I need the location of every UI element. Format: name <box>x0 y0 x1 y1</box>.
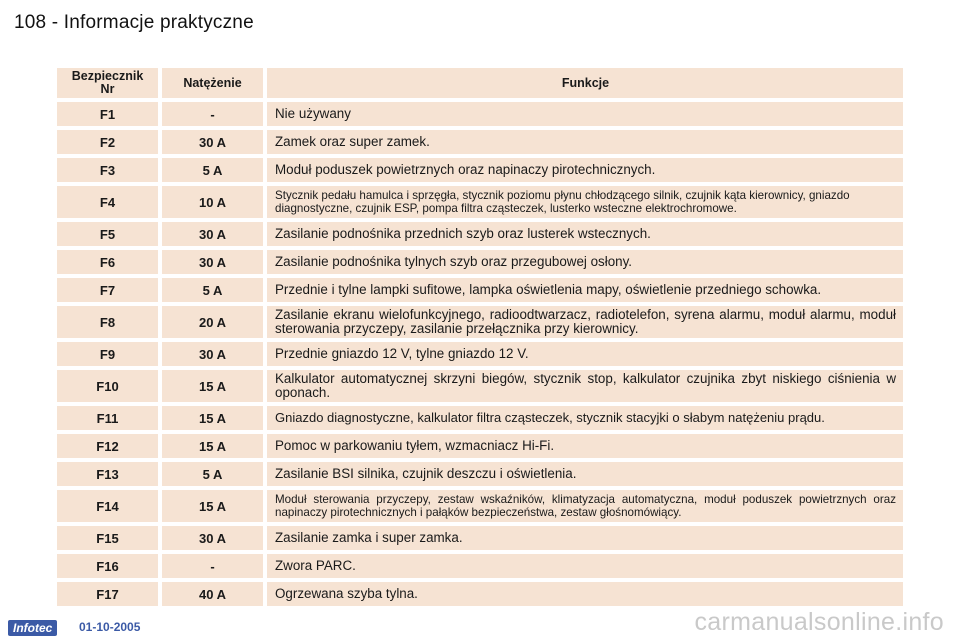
header-function: Funkcje <box>267 68 903 98</box>
fuse-number: F10 <box>57 370 158 402</box>
fuse-function: Moduł poduszek powietrznych oraz napinaczy pirotechnicznych. <box>267 158 903 182</box>
fuse-amperage: 40 A <box>162 582 263 606</box>
fuse-number: F17 <box>57 582 158 606</box>
table-row <box>57 582 903 606</box>
fuse-function: Zasilanie ekranu wielofunkcyjnego, radioodtwarzacz, radiotelefon, syrena alarmu, moduł alarmu, moduł sterowania przyczepy, zasilanie przełącznika przy kierownicy. <box>267 306 903 338</box>
table-row <box>57 102 903 126</box>
fuse-function: Kalkulator automatycznej skrzyni biegów, stycznik stop, kalkulator czujnika zbyt niskiego ciśnienia w oponach. <box>267 370 903 402</box>
table-row <box>57 222 903 246</box>
fuse-amperage: 5 A <box>162 278 263 302</box>
fuse-number: F2 <box>57 130 158 154</box>
fuse-amperage: 30 A <box>162 222 263 246</box>
fuse-function: Zwora PARC. <box>267 554 903 578</box>
fuse-table <box>57 68 903 610</box>
table-row <box>57 306 903 338</box>
fuse-number: F15 <box>57 526 158 550</box>
table-row <box>57 278 903 302</box>
fuse-number: F8 <box>57 306 158 338</box>
table-row <box>57 186 903 218</box>
fuse-number: F1 <box>57 102 158 126</box>
fuse-number: F13 <box>57 462 158 486</box>
header-fuse-label: Bezpiecznik <box>71 69 144 83</box>
fuse-amperage: 5 A <box>162 158 263 182</box>
header-fuse-number <box>57 68 158 98</box>
fuse-function: Przednie gniazdo 12 V, tylne gniazdo 12 V. <box>267 342 903 366</box>
fuse-amperage: 5 A <box>162 462 263 486</box>
fuse-amperage: 15 A <box>162 370 263 402</box>
table-row <box>57 130 903 154</box>
table-row <box>57 490 903 522</box>
table-row <box>57 158 903 182</box>
fuse-amperage: 10 A <box>162 186 263 218</box>
fuse-amperage: 30 A <box>162 130 263 154</box>
fuse-amperage: - <box>162 102 263 126</box>
table-row <box>57 554 903 578</box>
table-row <box>57 370 903 402</box>
fuse-number: F6 <box>57 250 158 274</box>
fuse-amperage: 20 A <box>162 306 263 338</box>
infotec-badge: Infotec <box>8 620 57 636</box>
header-amperage: Natężenie <box>162 68 263 98</box>
fuse-number: F4 <box>57 186 158 218</box>
fuse-amperage: 15 A <box>162 490 263 522</box>
fuse-amperage: 30 A <box>162 250 263 274</box>
table-row <box>57 462 903 486</box>
watermark: carmanualsonline.info <box>694 608 944 636</box>
fuse-number: F12 <box>57 434 158 458</box>
fuse-number: F7 <box>57 278 158 302</box>
fuse-function: Zasilanie zamka i super zamka. <box>267 526 903 550</box>
fuse-amperage: 15 A <box>162 406 263 430</box>
fuse-function: Zasilanie podnośnika tylnych szyb oraz przegubowej osłony. <box>267 250 903 274</box>
table-row <box>57 526 903 550</box>
fuse-amperage: 15 A <box>162 434 263 458</box>
table-row <box>57 250 903 274</box>
fuse-function: Gniazdo diagnostyczne, kalkulator filtra cząsteczek, stycznik stacyjki o słabym natężeniu prądu. <box>267 406 903 430</box>
table-row <box>57 406 903 430</box>
table-row <box>57 342 903 366</box>
table-row <box>57 434 903 458</box>
fuse-amperage: - <box>162 554 263 578</box>
fuse-number: F16 <box>57 554 158 578</box>
fuse-function: Zasilanie BSI silnika, czujnik deszczu i oświetlenia. <box>267 462 903 486</box>
page-title: 108 - Informacje praktyczne <box>14 12 254 33</box>
fuse-function: Moduł sterowania przyczepy, zestaw wskaźników, klimatyzacja automatyczna, moduł poduszek powietrznych oraz napinaczy pirotechnicznych i pałąków bezpieczeństwa, zestaw głośnomówiący. <box>267 490 903 522</box>
fuse-number: F14 <box>57 490 158 522</box>
fuse-number: F3 <box>57 158 158 182</box>
fuse-number: F9 <box>57 342 158 366</box>
fuse-function: Pomoc w parkowaniu tyłem, wzmacniacz Hi-Fi. <box>267 434 903 458</box>
fuse-function: Nie używany <box>267 102 903 126</box>
footer-date: 01-10-2005 <box>79 620 141 634</box>
fuse-number: F5 <box>57 222 158 246</box>
fuse-function: Przednie i tylne lampki sufitowe, lampka oświetlenia mapy, oświetlenie przedniego schowka. <box>267 278 903 302</box>
header-fuse-nr-label: Nr <box>100 82 115 96</box>
fuse-function: Zasilanie podnośnika przednich szyb oraz lusterek wstecznych. <box>267 222 903 246</box>
fuse-amperage: 30 A <box>162 342 263 366</box>
fuse-function: Zamek oraz super zamek. <box>267 130 903 154</box>
fuse-function: Stycznik pedału hamulca i sprzęgła, stycznik poziomu płynu chłodzącego silnik, czujnik kąta kierownicy, gniazdo diagnostyczne, czujnik ESP, pompa filtra cząsteczek, lusterko wsteczne elektrochromowe. <box>267 186 903 218</box>
table-header-row <box>57 68 903 98</box>
fuse-number: F11 <box>57 406 158 430</box>
fuse-function: Ogrzewana szyba tylna. <box>267 582 903 606</box>
fuse-amperage: 30 A <box>162 526 263 550</box>
